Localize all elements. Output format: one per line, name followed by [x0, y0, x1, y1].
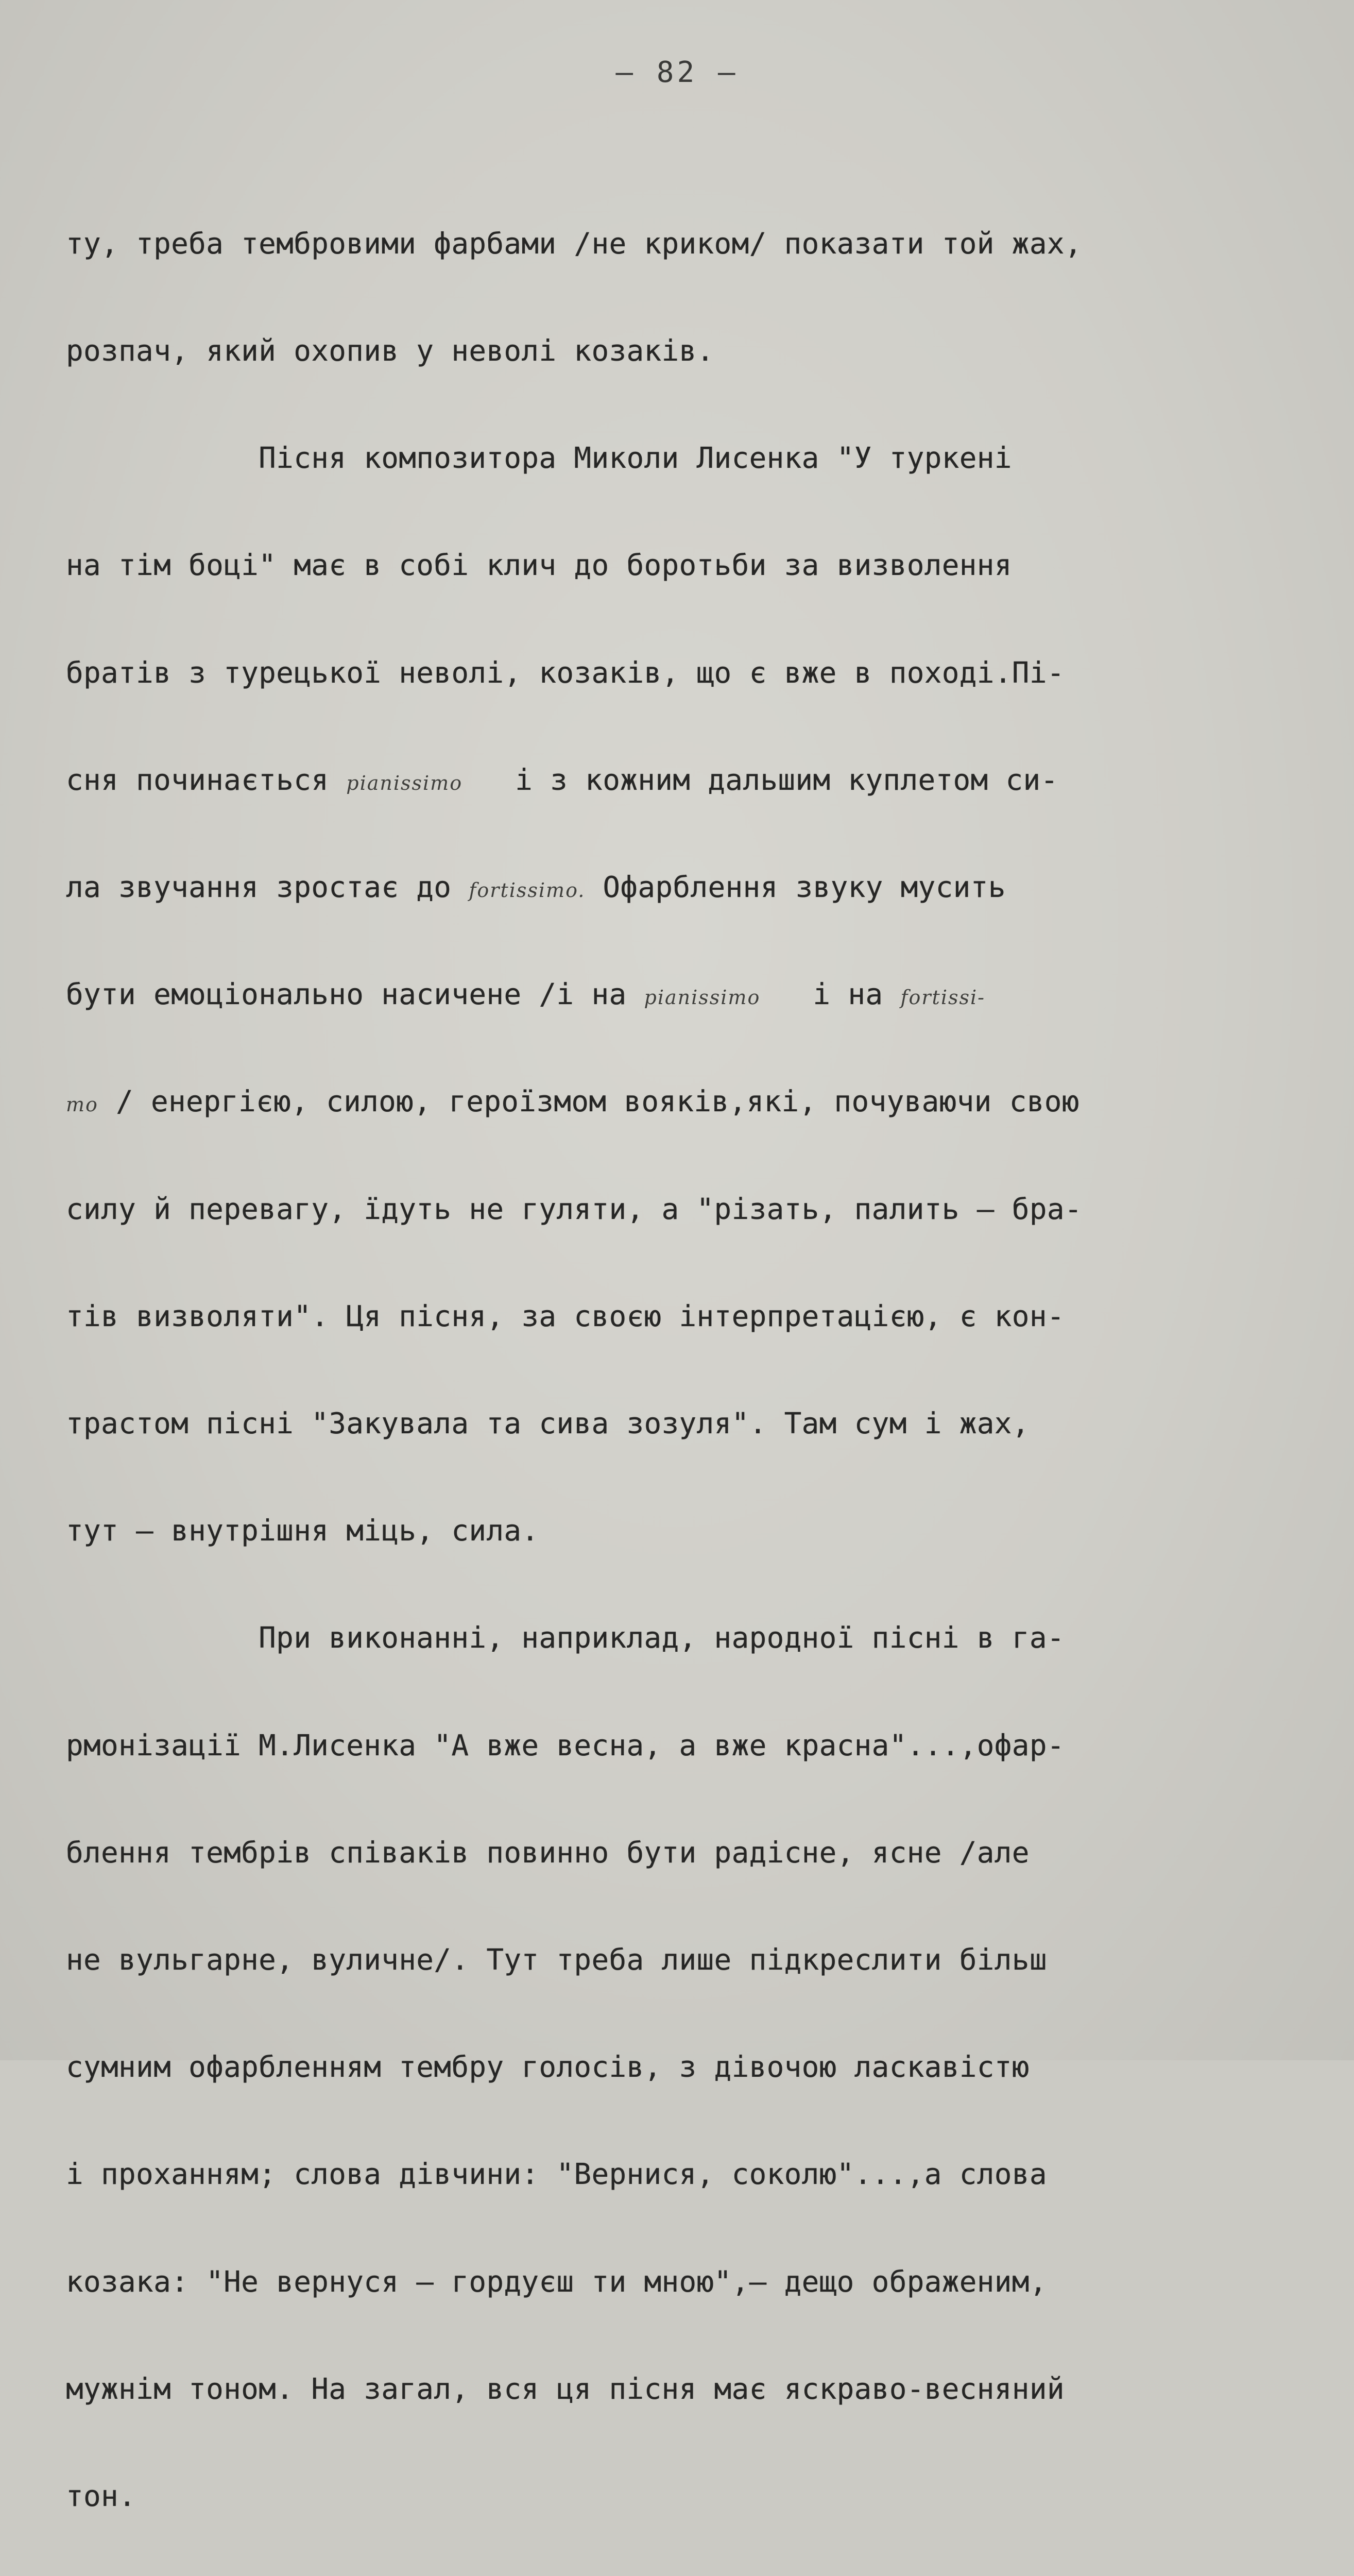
text-line: тон.	[66, 2480, 136, 2514]
text-fragment: бути емоціонально насичене /і на	[66, 978, 627, 1012]
text-fragment: / енергією, силою, героїзмом вояків,які, почуваючи свою	[115, 1085, 1079, 1119]
text-line: тут – внутрішня міць, сила.	[66, 1514, 539, 1548]
page-number: – 82 –	[615, 56, 739, 89]
text-line: рмонізації М.Лисенка "А вже весна, а вже красна"...,офар-	[66, 1728, 1065, 1762]
text-fragment: Офарблення звуку мусить	[603, 871, 1006, 905]
text-line: силу й перевагу, їдуть не гуляти, а "різать, палить – бра-	[66, 1192, 1082, 1226]
handwritten-term: fortissimo.	[469, 879, 586, 902]
text-line: розпач, який охопив у неволі козаків.	[66, 334, 714, 368]
text-line: блення тембрів співаків повинно бути радісне, ясне /але	[66, 1836, 1030, 1870]
text-line: тів визволяти". Ця пісня, за своєю інтерпретацією, є кон-	[66, 1299, 1065, 1333]
text-line	[66, 762, 1302, 798]
text-fragment: ла звучання зростає до	[66, 871, 452, 905]
text-line	[66, 870, 1302, 905]
text-line: сумним офарбленням тембру голосів, з дівочою ласкавістю	[66, 2050, 1030, 2084]
text-line: на тім боці" має в собі клич до боротьби за визволення	[66, 549, 1012, 583]
text-line	[66, 977, 1302, 1012]
text-line: трастом пісні "Закувала та сива зозуля". Там сум і жах,	[66, 1407, 1030, 1441]
text-line: козака: "Не вернуся – гордуєш ти мною",– дещо ображеним,	[66, 2265, 1047, 2299]
text-line	[66, 1084, 1302, 1120]
text-line: мужнім тоном. На загал, вся ця пісня має яскраво-весняний	[66, 2372, 1065, 2406]
handwritten-term: fortissi-	[900, 986, 985, 1009]
handwritten-term: mo	[66, 1093, 98, 1116]
text-line: не вульгарне, вуличне/. Тут треба лише підкреслити більш	[66, 1943, 1047, 1977]
handwritten-term: pianissimo	[644, 986, 761, 1009]
text-line: ту, треба тембровими фарбами /не криком/ показати той жах,	[66, 227, 1082, 261]
body-text	[66, 155, 1302, 2576]
text-line: Пісня композитора Миколи Лисенка "У туркені	[66, 442, 1012, 476]
text-line: братів з турецької неволі, козаків, що є вже в поході.Пі-	[66, 656, 1065, 690]
text-fragment: сня починається	[66, 763, 329, 797]
text-fragment: і на	[813, 978, 883, 1012]
text-fragment: і з кожним дальшим куплетом си-	[515, 763, 1058, 797]
text-line: При виконанні, наприклад, народної пісні в га-	[66, 1621, 1065, 1655]
text-line: і проханням; слова дівчини: "Вернися, соколю"...,а слова	[66, 2158, 1047, 2192]
handwritten-term: pianissimo	[346, 771, 463, 794]
